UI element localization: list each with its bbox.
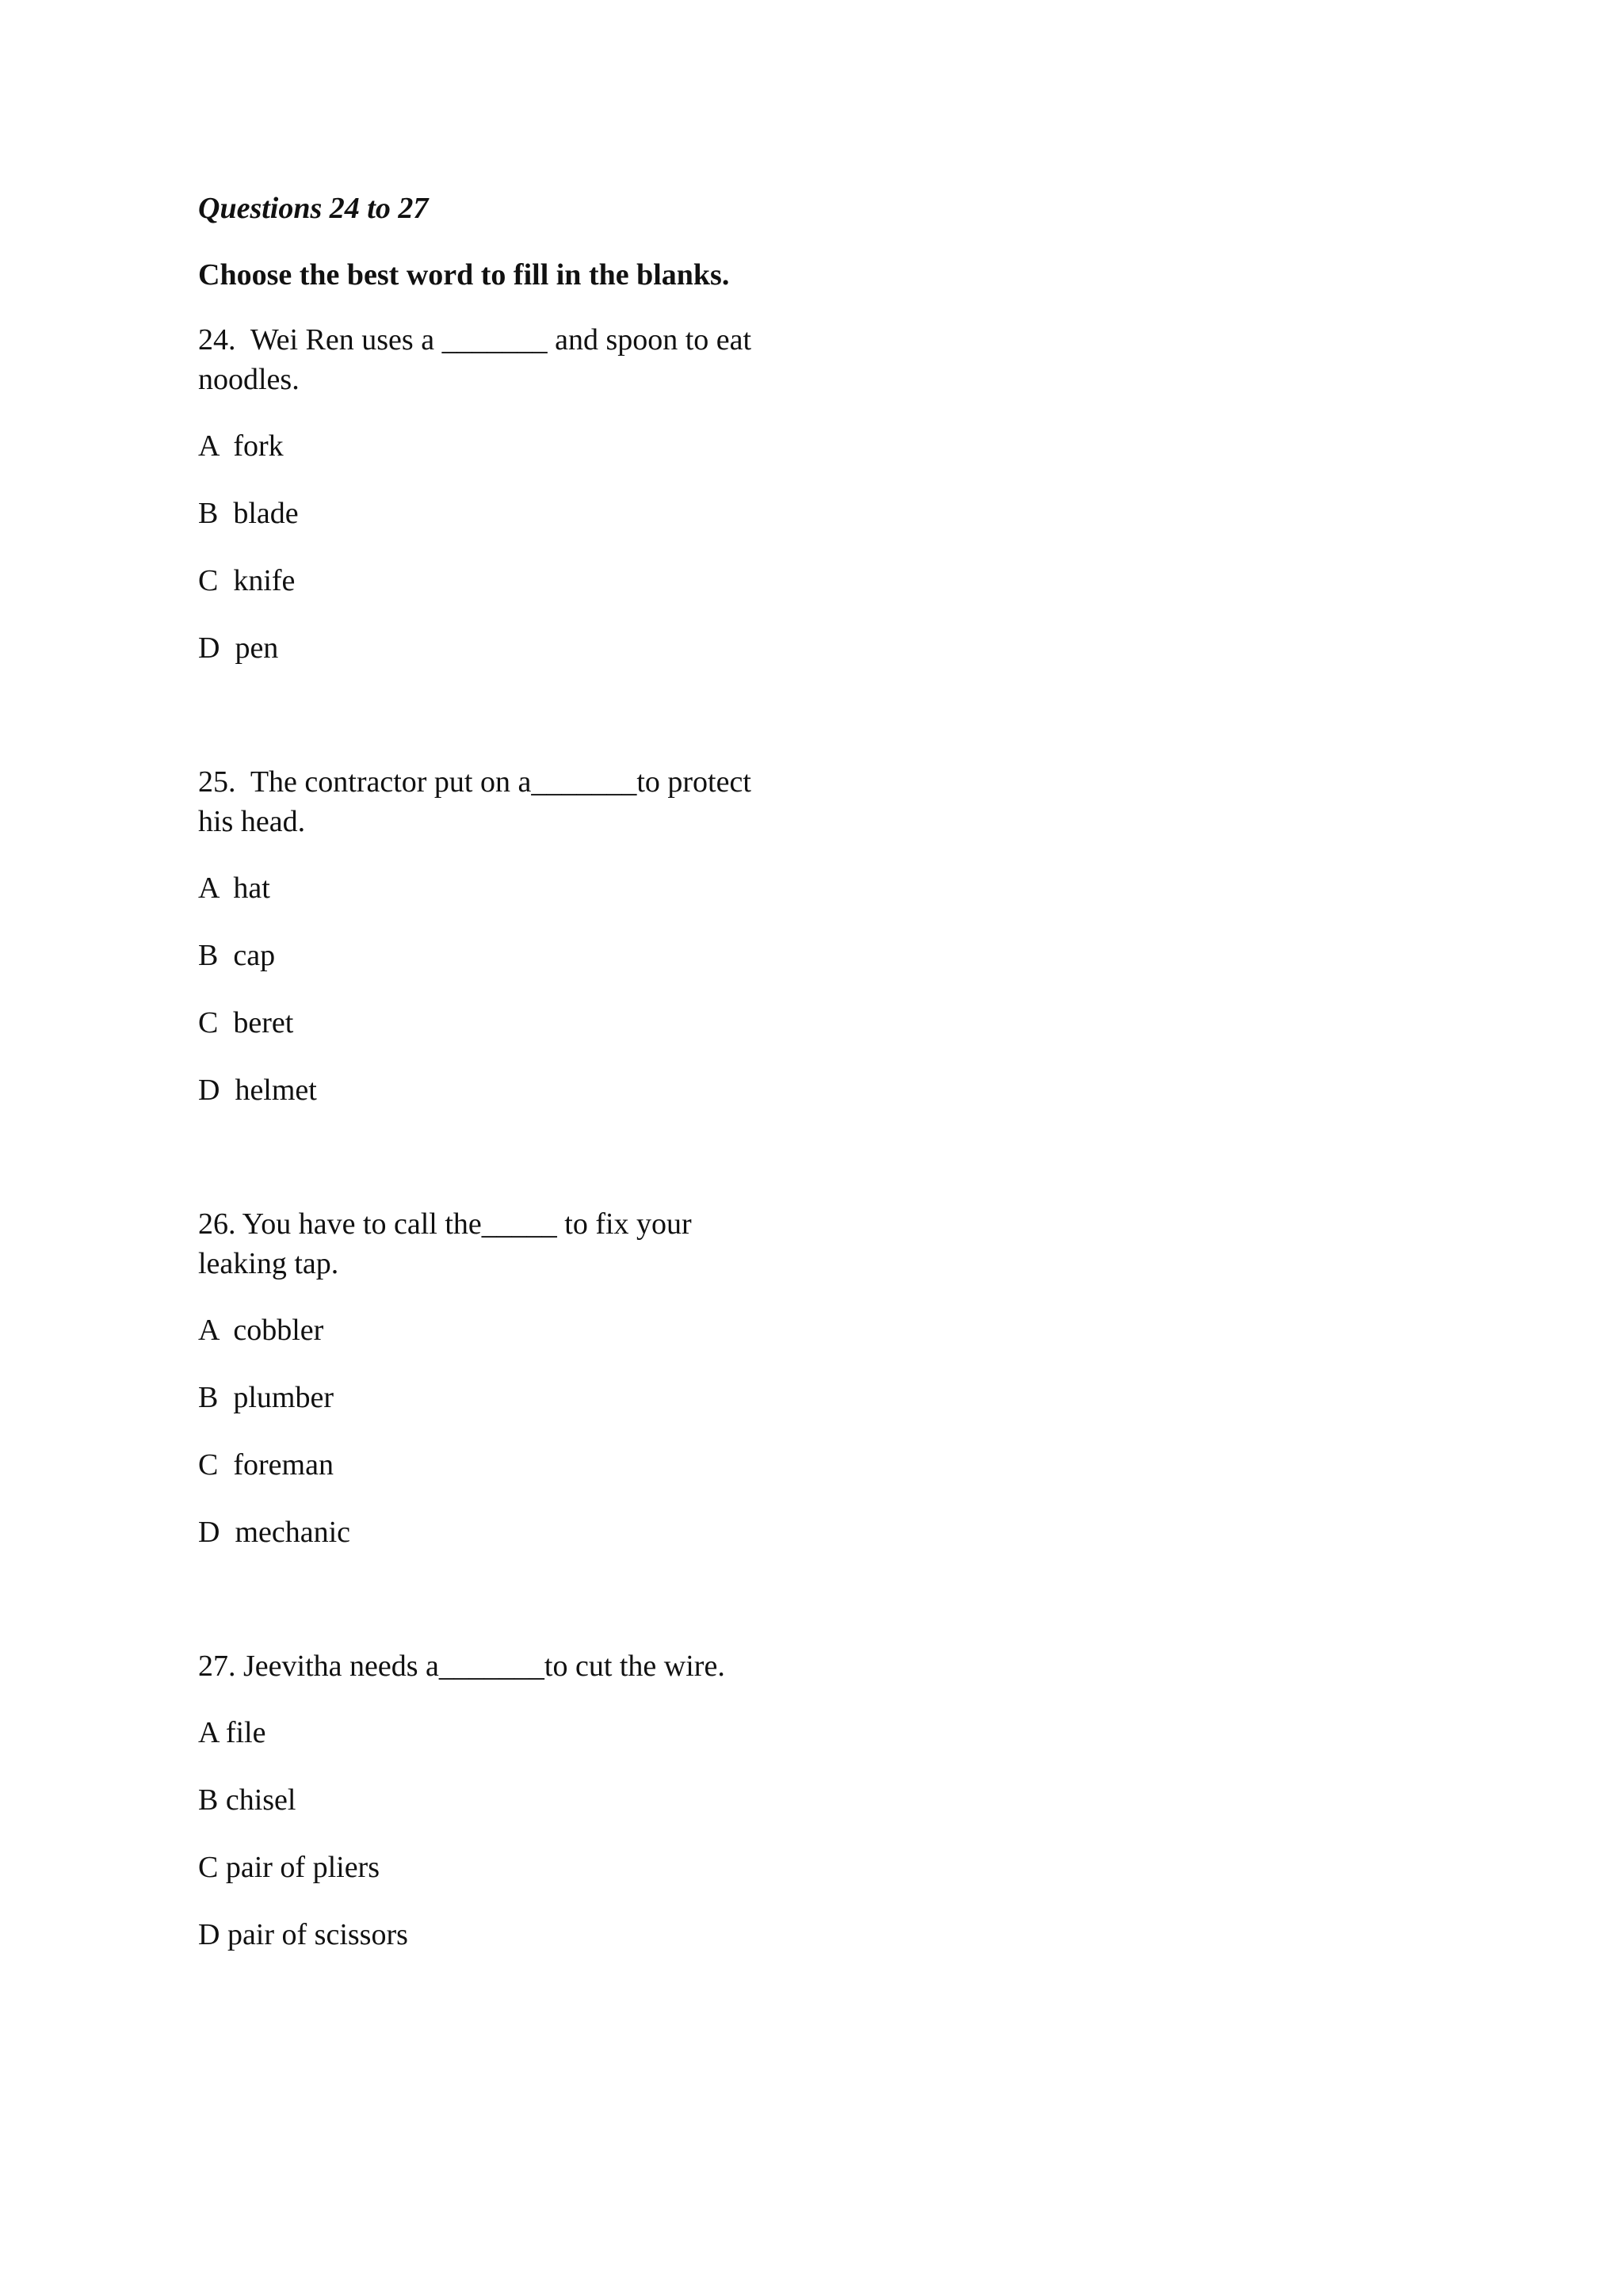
option-a: A cobbler (198, 1314, 324, 1347)
section-heading: Questions 24 to 27 (198, 192, 429, 225)
option-d: D helmet (198, 1074, 317, 1107)
question-stem: 24. Wei Ren uses a _______ and spoon to eat noodles. (198, 323, 752, 396)
question-stem: 26. You have to call the_____ to fix your leaking tap. (198, 1207, 692, 1280)
question-stem: 27. Jeevitha needs a_______to cut the wire. (198, 1650, 725, 1683)
option-c: C pair of pliers (198, 1851, 380, 1884)
option-a: A fork (198, 429, 284, 463)
option-c: C beret (198, 1006, 294, 1039)
option-d: D mechanic (198, 1516, 351, 1549)
spacer (198, 696, 800, 762)
question-stem: 25. The contractor put on a_______to protect his head. (198, 765, 751, 838)
option-d: D pair of scissors (198, 1918, 408, 1951)
question-26 (198, 1204, 800, 1552)
question-24 (198, 320, 800, 668)
option-b: B blade (198, 497, 299, 530)
option-c: C knife (198, 564, 296, 597)
question-25 (198, 762, 800, 1110)
question-27 (198, 1646, 800, 1955)
option-a: A file (198, 1716, 266, 1749)
option-d: D pen (198, 631, 279, 665)
section-instruction: Choose the best word to fill in the blanks. (198, 258, 730, 292)
option-b: B cap (198, 939, 276, 972)
option-c: C foreman (198, 1448, 334, 1482)
spacer (198, 1580, 800, 1646)
option-a: A hat (198, 871, 270, 905)
option-b: B chisel (198, 1783, 296, 1817)
worksheet-page (198, 187, 800, 1982)
spacer (198, 1138, 800, 1204)
option-b: B plumber (198, 1381, 334, 1414)
